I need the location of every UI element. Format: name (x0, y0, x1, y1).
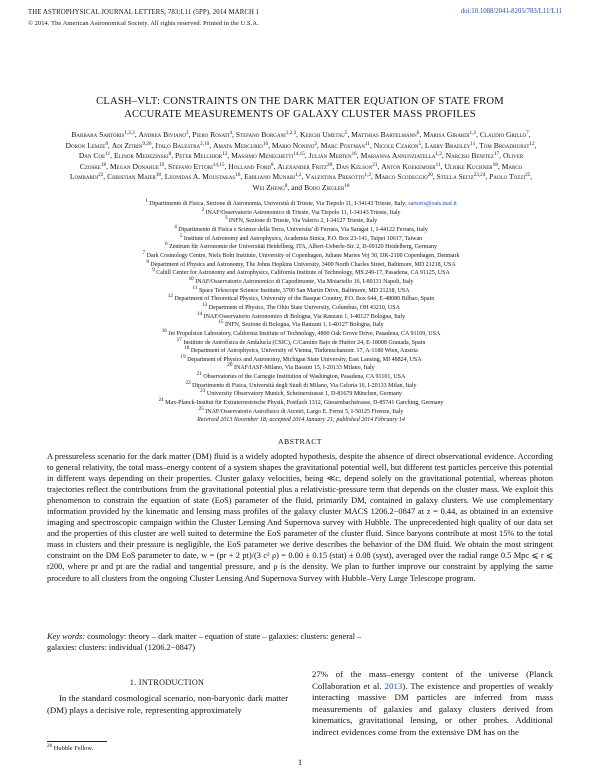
author-affil-marker: 7 (526, 130, 529, 136)
author-affil-marker: 2,10 (200, 140, 210, 147)
author-name: Marco Lombardi (69, 161, 523, 182)
affiliation-marker: 17 (176, 336, 182, 343)
affiliation-item (64, 321, 538, 330)
paper-title (60, 96, 540, 121)
author-name: Marco Scodeggio (374, 172, 428, 182)
affiliation-marker: 25 (198, 405, 204, 412)
author-affil-marker: 18 (344, 182, 350, 189)
author-name: Ulrike Kuchner (444, 161, 493, 171)
doi-link[interactable]: doi:10.1088/2041-8205/783/L11/L11 (460, 8, 562, 15)
author-name: Anton Koekemoer (381, 161, 436, 171)
author-affil-marker: 8 (168, 151, 172, 158)
affiliation-text: Department of Theoretical Physics, University of the Basque Country, P.O. Box 644, E-48080 Bilbao, Spain (172, 296, 435, 303)
affiliation-item (64, 405, 538, 417)
affiliation-item (64, 243, 538, 252)
author-name: Julian Merten (308, 151, 352, 161)
author-affil-marker: 11 (435, 161, 441, 168)
title-line: ACCURATE MEASUREMENTS OF GALAXY CLUSTER MASS PROFILES (124, 108, 476, 120)
affiliation-item (64, 249, 538, 261)
author-name: Leonidas A. Moustakas (164, 172, 236, 182)
affiliation-text: Department of Physics and Astronomy, Michigan State University, East Lansing, MI 48824, USA (185, 356, 422, 363)
affiliation-text: INFN, Sezione di Bologna, Via Ranzani 1, I-40127 Bologna, Italy (223, 322, 384, 329)
affiliation-item (64, 284, 538, 296)
page-number: 1 (297, 757, 303, 767)
copyright-line: © 2014. The American Astronomical Society. All rights reserved. Printed in the U.S.A. (28, 19, 259, 27)
affiliation-item (64, 258, 538, 270)
affiliation-item (64, 301, 538, 313)
author-name: Stella Seitz (436, 172, 474, 182)
affiliation-marker: 18 (184, 345, 190, 352)
author-name: Marisa Girardi (423, 130, 470, 139)
affiliation-marker: 24 (158, 397, 164, 404)
journal-citation: THE ASTROPHYSICAL JOURNAL LETTERS, 783:L11 (5PP), 2014 MARCH 1 (28, 9, 260, 16)
affiliation-item (64, 347, 538, 356)
author-name: Dan Coe (78, 151, 106, 161)
intro-right-column (312, 669, 553, 739)
author-name: Holland Ford (228, 161, 271, 171)
section-heading: 1. INTRODUCTION (129, 678, 205, 687)
affiliation-text: Institute of Astronomy and Astrophysics, Academia Sinica, P.O. Box 23-141, Taipei 10617, Taiwan (182, 235, 423, 242)
affiliation-text: Dipartimento di Fisica, Sezione di Astronomia, Università di Trieste, Via Tiepolo 11, I-34143 Trieste, Italy; (147, 201, 407, 207)
author-list: Barbara Sartoris$^{1,2,3}$, Andrea Biviano$^2$, Piero Rosati$^4$, Stefano Borgani$^{1,2,3}$, Keiichi Umetsu$^5$, Matthias Bartelmann$^6$, Marisa Girardi$^{1,2}$, Claudio Grillo$^7$, Doron Lemze$^8$, Adi Zitrin$^{9,26}$, Italo Balestra$^{2,10}$, Amata Mercurio$^{10}$, Mario Nonino$^2$, Marc Postman$^{11}$, Nicole Czakon$^5$, Larry Bradley$^{11}$, Tom Broadhurst$^{12}$, Dan Coe$^{11}$, Elinor Medezinski$^8$, Peter Melchior$^{13}$, Massimo Meneghetti$^{14,15}$, Julian Merten$^{16}$, Marianna Annunziatella$^{1,2}$, Narciso Benitez$^{17}$, Oliver Czoske$^{18}$, Megan Donahue$^{19}$, Stefano Ettori$^{14,15}$, Holland Ford$^8$, Alexander Fritz$^{20}$, Dan Kelson$^{21}$, Anton Koekemoer$^{11}$, Ulrike Kuchner$^{18}$, Marco Lombardi$^{22}$, Christian Maier$^{18}$, Leonidas A. Moustakas$^{16}$, Emiliano Munari$^{1,2}$, Valentina Presotto$^{1,2}$, Marco Scodeggio$^{20}$, Stella Seitz$^{23,24}$, Paolo Tozzi$^{25}$, Wei Zheng$^8$, and Bodo Ziegler$^{18}$ (65, 130, 537, 192)
author-name: Matthias Bartelmann (351, 130, 417, 139)
abstract-text: A pressureless scenario for the dark matter (DM) fluid is a widely adopted hypothesis, despite the absence of direct observational evidence. According to general relativity, the total mass–energy content of a system shapes the gravitational potential well, but different test particles perceive this potential in different ways depending on their properties. Cluster galaxy velocities, being ≪c, depend solely on the gravitational potential, whereas photon trajectories reflect the contributions from the gravitational potential plus a relativistic-pressure term that depends on the cluster mass. We exploit this phenomenon to constrain the equation of state (EoS) parameter of the fluid, primarily DM, contained in galaxy clusters. We use complementary information provided by the kinematic and lensing mass profiles of the galaxy cluster MACS 1206.2−0847 at z = 0.44, as obtained in an extensive imaging and spectroscopic campaign within the Cluster Lensing And Supernova survey with Hubble. The unprecedented high quality of our data set and the properties of this cluster are well suited to determine the EoS parameter of the cluster fluid. Since baryons contribute at most 15% to the total mass in clusters and their pressure is negligible, the EoS parameter we derive describes the behavior of the DM fluid. We obtain the most stringent constraint on the DM EoS parameter to date, w = (pr + 2 pt)/(3 c² ρ) = 0.00 ± 0.15 (stat) ± 0.08 (syst), averaged over the radial range 0.5 Mpc ⩽ r ⩽ r200, where pr and pt are the radial and tangential pressure, and ρ is the density. We plan to further improve our constraint by applying the same procedure to all clusters from the ongoing Cluster Lensing And Supernova Survey with Hubble–Very Large Telescope program. (47, 452, 553, 583)
author-name: Marianna Annunziatella (360, 151, 436, 161)
author-name: Italo Balestra (155, 140, 201, 150)
author-affil-marker: 2 (314, 140, 317, 147)
author-name: Barbara Sartoris (71, 130, 125, 139)
affiliation-text: INAF/Osservatorio Astronomico di Bologna, Via Ranzani 1, I-40127 Bologna, Italy (202, 313, 406, 320)
author-affil-marker: 8 (270, 161, 274, 168)
affiliation-text: Instituto de Astrofísica de Andalucía (CSIC), C/Camino Bajo de Huétor 24, E-18008 Granada, Spain (181, 339, 426, 346)
author-affil-marker: 23,24 (473, 172, 486, 179)
affiliation-item (64, 295, 538, 304)
affiliation-marker: 4 (174, 223, 177, 230)
author-name: Massimo Meneghetti (231, 151, 294, 161)
affiliation-marker: 15 (218, 319, 224, 326)
title-line: CLASH–VLT: CONSTRAINTS ON THE DARK MATTER EQUATION OF STATE FROM (96, 96, 504, 107)
author-affil-marker: 1,2 (294, 172, 302, 179)
author-affil-marker: 6 (416, 130, 420, 136)
author-affil-marker: 9,26 (142, 140, 152, 147)
affiliation-marker: 7 (142, 249, 146, 256)
affiliation-item (64, 217, 538, 226)
affiliation-text: INFN, Sezione di Trieste, Via Valerio 2, I-34127 Trieste, Italy (227, 218, 378, 225)
affiliation-text: Jet Propulsion Laboratory, California Institute of Technology, 4800 Oak Grove Drive, Pasadena, CA 91109, USA (166, 330, 441, 337)
affiliation-item (64, 275, 538, 287)
affiliation-item (64, 269, 538, 278)
author-affil-marker: 20 (427, 172, 433, 179)
citation-link[interactable]: 2013 (384, 680, 403, 691)
affiliation-item (64, 223, 538, 235)
author-name: Nicole Czakon (373, 140, 419, 150)
author-affil-marker: 16 (351, 151, 357, 158)
author-name: Alexander Fritz (277, 161, 328, 171)
author-affil-marker: 1,2,3 (124, 130, 135, 136)
author-name: Paolo Tozzi (489, 172, 526, 182)
author-name: Peter Melchior (175, 151, 223, 161)
affiliation-text: Department of Physics, The Ohio State University, Columbus, OH 43210, USA (207, 304, 400, 311)
author-affil-marker: 16 (235, 172, 241, 179)
journal-header (28, 8, 328, 29)
affiliation-marker: 16 (161, 327, 167, 334)
affiliation-text: INAF/IASF-Milano, Via Bassini 15, I-20133 Milano, Italy (232, 365, 375, 372)
affiliation-item (64, 310, 538, 322)
author-name: Narciso Benitez (445, 151, 494, 161)
author-affil-marker: 21 (372, 161, 378, 168)
author-name: Bodo Ziegler (304, 182, 345, 192)
affiliation-marker: 3 (224, 215, 228, 222)
affiliation-marker: 5 (179, 232, 183, 239)
affiliation-item (64, 364, 538, 373)
author-name: Tom Broadhurst (479, 140, 530, 150)
author-affil-marker: 22 (98, 172, 104, 179)
author-affil-marker: 4 (229, 130, 232, 136)
affiliation-marker: 9 (152, 267, 155, 274)
affiliation-marker: 1 (145, 198, 148, 204)
author-affil-marker: 20 (327, 161, 333, 168)
author-affil-marker: 11 (105, 151, 111, 158)
author-name: Adi Zitrin (111, 140, 143, 150)
author-name: Wei Zheng (252, 182, 285, 192)
affiliation-marker: 12 (167, 293, 173, 300)
affiliation-marker: 19 (180, 353, 186, 360)
author-affil-marker: 5 (344, 130, 348, 136)
affiliation-text: Zentrum für Astronomie der Universität Heidelberg, ITA, Albert-Ueberle-Str. 2, D-69120 Heidelberg, Germany (167, 244, 437, 251)
author-name: Emiliano Munari (244, 172, 295, 182)
affiliation-text: Observatories of the Carnegie Institution of Washington, Pasadena, CA 91101, USA (201, 374, 406, 381)
author-affil-marker: 11 (365, 140, 370, 147)
affiliation-marker: 10 (188, 275, 194, 282)
author-name: Andrea Biviano (138, 130, 186, 139)
footnote-text: Hubble Fellow. (53, 745, 94, 752)
author-name: Piero Rosati (192, 130, 230, 139)
author-name: Elinor Medezinski (113, 151, 169, 161)
affiliation-marker: 8 (146, 258, 149, 265)
author-name: Marc Postman (320, 140, 365, 150)
affiliation-marker: 23 (200, 388, 206, 395)
affiliation-text: Space Telescope Science Institute, 3700 San Martin Drive, Baltimore, MD 21218, USA (197, 287, 410, 294)
affiliation-text: INAF/Osservatorio Astrofisico di Arcetri, Largo E. Fermi 5, I-50125 Firenze, Italy (203, 408, 404, 415)
author-affil-marker: 19 (159, 161, 165, 168)
author-name: Claudio Grillo (479, 130, 527, 139)
affiliation-item (64, 399, 538, 408)
author-affil-marker: 18 (492, 161, 498, 168)
author-affil-marker: 8 (284, 182, 288, 189)
affiliation-list (64, 200, 538, 425)
affiliation-marker: 6 (165, 241, 168, 248)
author-affil-marker: 2 (185, 130, 189, 136)
footnote (47, 745, 93, 752)
affiliation-item (64, 336, 538, 348)
affiliation-text: Department of Astrophysics, University of Vienna, Türkenschanzstr. 17, A-1180 Wien, Austria (189, 348, 418, 355)
affiliation-item (64, 232, 538, 244)
affiliation-item (64, 373, 538, 382)
affiliation-text: University Observatory Munich, Scheinerstrasse 1, D-81679 München, Germany (205, 391, 402, 398)
affiliation-item (64, 200, 538, 209)
author-name: Megan Donahue (109, 161, 160, 171)
affiliation-item (64, 379, 538, 391)
author-affil-marker: 18 (100, 161, 107, 168)
affiliation-text: Department of Physics and Astronomy, The Johns Hopkins University, 3400 North Charles Street, Baltimore, MD 21218, USA (148, 261, 456, 268)
intro-text: 27% of the mass–energy content of the universe (Planck Collaboration et al. (312, 669, 553, 691)
author-name: Stefano Borgani (235, 130, 286, 139)
keywords-line: galaxies: clusters: individual (1206.2−0847) (47, 643, 196, 652)
author-affil-marker: 10 (262, 140, 269, 147)
intro-left-column: In the standard cosmological scenario, non-baryonic dark matter (DM) plays a decisive role, representing approximately (47, 693, 288, 715)
author-affil-marker: 1,2,3 (285, 130, 297, 136)
affiliation-text: INAF/Osservatorio Astronomico di Capodimonte, Via Moiariello 16, I-80131 Napoli, Italy (193, 278, 414, 285)
author-affil-marker: 14,15 (212, 161, 225, 168)
affiliation-text: INAF/Osservatorio Astronomico di Trieste, Via Tiepolo 11, I-34143 Trieste, Italy (204, 209, 401, 216)
affiliation-text: Dark Cosmology Centre, Niels Bohr Institute, University of Copenhagen, Juliane Maries Vej 30, DK-2100 Copenhagen, Denmark (145, 252, 460, 259)
author-affil-marker: 5 (418, 140, 422, 147)
author-affil-marker: 25 (525, 172, 531, 179)
affiliation-item (64, 390, 538, 399)
affiliation-marker: 11 (192, 284, 198, 291)
author-name: Oliver Czoske (79, 151, 524, 171)
author-affil-marker: 11 (470, 140, 476, 147)
affiliation-marker: 13 (202, 301, 208, 308)
affiliation-item (64, 327, 538, 339)
author-name: Dan Kelson (336, 161, 373, 171)
affiliation-marker: 21 (196, 371, 202, 378)
author-affil-marker: 14,15 (293, 151, 305, 158)
author-affil-marker: 12 (529, 140, 535, 147)
abstract-heading: ABSTRACT (278, 437, 322, 446)
author-name: Valentina Presotto (305, 172, 365, 182)
affiliation-item (64, 206, 538, 218)
footnote-marker: 26 (47, 743, 53, 749)
received-dates: Received 2013 November 18; accepted 2014 January 21; published 2014 February 14 (197, 417, 405, 424)
footnote-rule (47, 741, 107, 742)
affiliation-text: Dipartimento di Fisica e Scienze della Terra, Universita' di Ferrara, Via Saragat 1, I-44122 Ferrara, Italy (176, 226, 428, 233)
email-link[interactable]: sartoris@oats.inaf.it (406, 201, 457, 207)
author-affil-marker: 1,2 (364, 172, 372, 179)
affiliation-marker: 20 (227, 362, 233, 369)
keywords-label: Key words: (47, 632, 86, 641)
affiliation-marker: 2 (201, 206, 205, 213)
affiliation-text: Max-Planck-Institut für Extraterrestrische Physik, Postfach 1312, Giessenbachstrasse, D-85741 Garching, Germany (163, 400, 444, 407)
author-name: Amata Mercurio (213, 140, 263, 150)
author-name: Christian Maier (107, 172, 156, 182)
affiliation-item (64, 353, 538, 365)
author-affil-marker: 13 (222, 151, 228, 158)
keywords (47, 631, 553, 653)
author-name: Keiichi Umetsu (299, 130, 345, 139)
keywords-line: cosmology: theory – dark matter – equation of state – galaxies: clusters: general – (87, 632, 362, 641)
author-affil-marker: 17 (493, 151, 500, 158)
author-affil-marker: 18 (155, 172, 161, 179)
author-name: Mario Nonino (271, 140, 315, 150)
author-name: Stefano Ettori (168, 161, 213, 171)
intro-text: ). The existence and properties of weakly interacting massive DM particles are inferred from mass measurements of galaxies and galaxy clusters derived from kinematics, gravitational lensing, or other probes. Additional indirect evidences come from the extensive DM has on the (312, 680, 554, 737)
affiliation-marker: 14 (196, 310, 203, 317)
author-name: Larry Bradley (424, 140, 471, 150)
author-affil-marker: 1,2 (435, 151, 442, 158)
affiliation-marker: 22 (185, 379, 191, 386)
author-affil-marker: 8 (105, 140, 108, 147)
author-name: Doron Lemze (65, 140, 106, 150)
author-affil-marker: 1,2 (469, 130, 477, 136)
affiliation-text: Dipartimento di Fisica, Università degli Studi di Milano, Via Celoria 16, I-20133 Milan, Italy (190, 382, 417, 389)
affiliation-text: Cahill Center for Astronomy and Astrophysics, California Institute of Technology, MS 249-17, Pasadena, CA 91125, USA (154, 270, 450, 277)
